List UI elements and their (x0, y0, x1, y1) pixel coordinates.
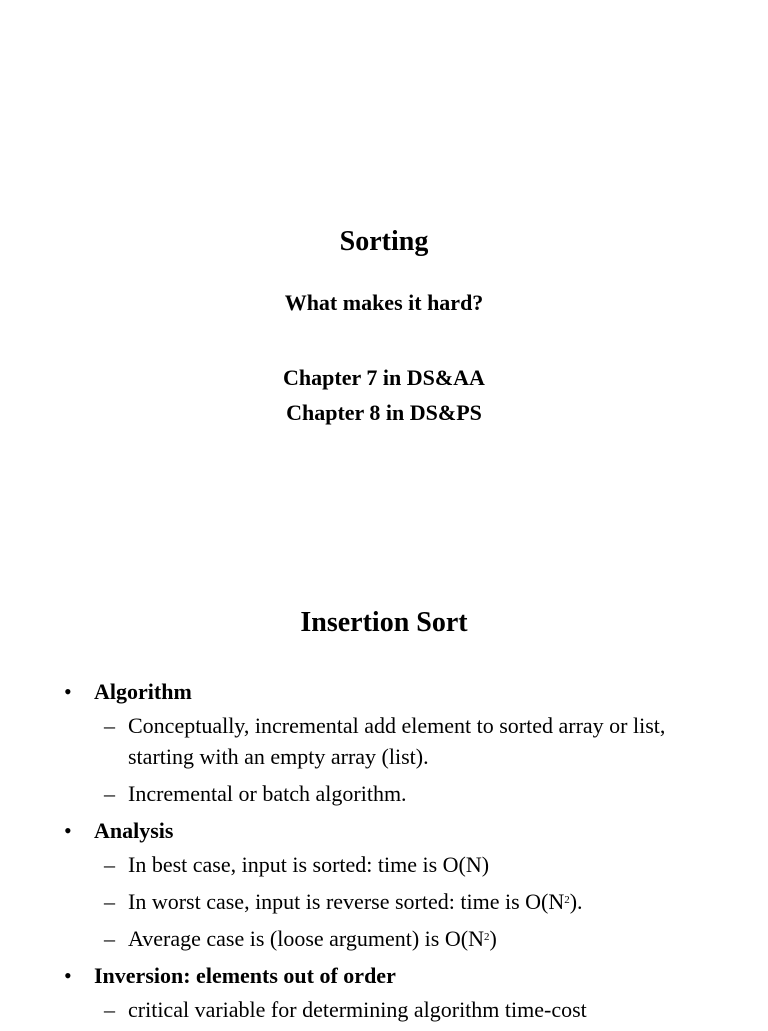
sub-item: – Incremental or batch algorithm. (94, 778, 724, 809)
sub-item: – Conceptually, incremental add element to sorted array or list, starting with an empty array (list). (94, 710, 724, 772)
slide-title-insertion-sort: Insertion Sort (300, 607, 468, 638)
sub-item (94, 923, 724, 954)
sub-item-text: Average case is (loose argument) is O(N (128, 926, 484, 951)
bullet-analysis (64, 815, 724, 954)
sub-item (94, 886, 724, 917)
bullet-algorithm (64, 676, 724, 809)
bullet-label: Analysis (94, 818, 174, 843)
sub-list (94, 849, 724, 954)
bullet-inversion (64, 960, 724, 1025)
sub-item-text-end: ). (569, 889, 583, 914)
chapter-reference-dsps: Chapter 8 in DS&PS (286, 400, 482, 425)
chapter-reference-dsaa: Chapter 7 in DS&AA (283, 365, 485, 390)
superscript: 2 (483, 931, 490, 943)
sub-item-text: In worst case, input is reverse sorted: time is O(N (128, 889, 565, 914)
sub-list (94, 994, 724, 1025)
bullet-list (64, 676, 724, 1031)
superscript: 2 (564, 894, 570, 906)
sub-list (94, 710, 724, 809)
bullet-label: Inversion: elements out of order (94, 963, 396, 988)
slide-title-sorting: Sorting (339, 226, 429, 257)
subtitle-question: What makes it hard? (284, 290, 484, 315)
sub-item-text-end: ) (489, 926, 497, 951)
sub-item: – In best case, input is sorted: time is O(N) (94, 849, 724, 880)
bullet-label: Algorithm (94, 679, 192, 704)
sub-item: – critical variable for determining algorithm time-cost (94, 994, 724, 1025)
